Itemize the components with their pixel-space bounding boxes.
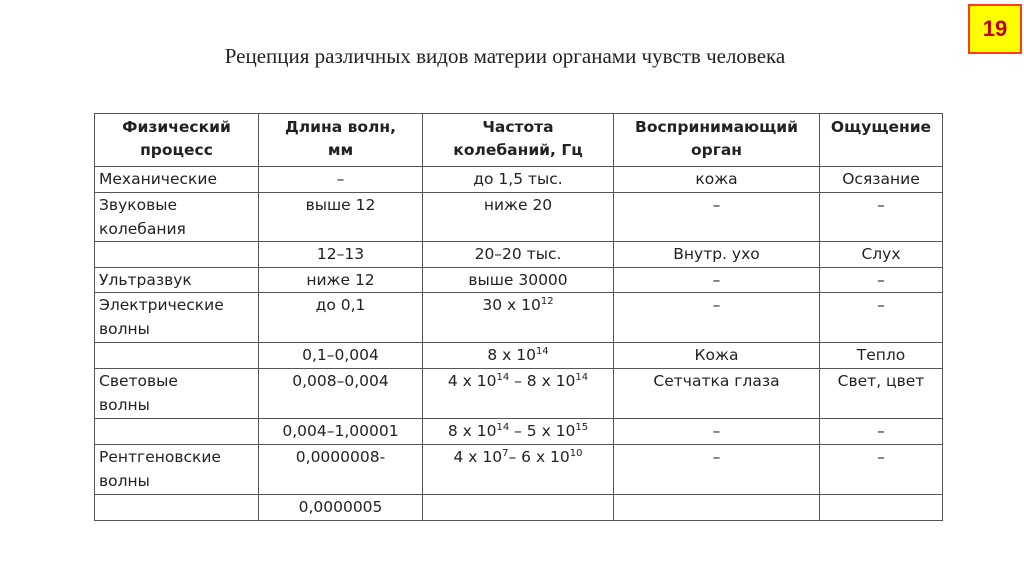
cell-process <box>95 495 259 521</box>
cell-frequency: до 1,5 тыс. <box>423 167 614 193</box>
cell-wavelength: 0,0000008- <box>259 445 423 495</box>
cell-frequency: 4 х $10^7-$ 6 х $10^{10}$ <box>423 445 614 495</box>
cell-sensation: – <box>820 445 943 495</box>
cell-wavelength: выше 12 <box>259 193 423 242</box>
table-row <box>95 369 943 419</box>
receptors-table <box>94 113 943 521</box>
cell-organ: – <box>614 193 820 242</box>
cell-frequency: 8 х $10^{14} - 5$ х $10^{15}$ <box>423 419 614 445</box>
cell-sensation <box>820 495 943 521</box>
cell-organ: Сетчатка глаза <box>614 369 820 419</box>
cell-wavelength: 0,0000005 <box>259 495 423 521</box>
cell-frequency: 20–20 тыс. <box>423 242 614 268</box>
cell-organ: – <box>614 445 820 495</box>
cell-wavelength: – <box>259 167 423 193</box>
table-row <box>95 445 943 495</box>
header-frequency: Частота колебаний, Гц <box>423 114 614 167</box>
cell-organ: – <box>614 293 820 343</box>
cell-process <box>95 242 259 268</box>
slide-title: Рецепция различных видов материи органами чувств человека <box>224 44 786 68</box>
cell-sensation: – <box>820 268 943 293</box>
cell-organ: кожа <box>614 167 820 193</box>
cell-sensation: – <box>820 293 943 343</box>
cell-process <box>95 419 259 445</box>
header-wavelength: Длина волн, мм <box>259 114 423 167</box>
cell-process <box>95 343 259 369</box>
header-process: Физический процесс <box>95 114 259 167</box>
header-row <box>95 114 943 167</box>
cell-sensation: Тепло <box>820 343 943 369</box>
table-row <box>95 193 943 242</box>
cell-process: Электрические волны <box>95 293 259 343</box>
cell-wavelength: до 0,1 <box>259 293 423 343</box>
cell-wavelength: 12–13 <box>259 242 423 268</box>
cell-organ: Внутр. ухо <box>614 242 820 268</box>
cell-organ: Кожа <box>614 343 820 369</box>
table-row <box>95 293 943 343</box>
cell-process: Механические <box>95 167 259 193</box>
cell-sensation: Слух <box>820 242 943 268</box>
cell-wavelength: 0,008–0,004 <box>259 369 423 419</box>
table-row <box>95 343 943 369</box>
cell-wavelength: 0,004–1,00001 <box>259 419 423 445</box>
cell-frequency: выше 30000 <box>423 268 614 293</box>
cell-process: Световые волны <box>95 369 259 419</box>
table-row <box>95 495 943 521</box>
table-row <box>95 268 943 293</box>
cell-frequency <box>423 495 614 521</box>
cell-process: Звуковые колебания <box>95 193 259 242</box>
table-row <box>95 167 943 193</box>
table-row <box>95 419 943 445</box>
cell-sensation: – <box>820 419 943 445</box>
cell-frequency: ниже 20 <box>423 193 614 242</box>
slide-number-badge: 19 <box>968 4 1022 54</box>
cell-sensation: – <box>820 193 943 242</box>
cell-process: Рентгеновские волны <box>95 445 259 495</box>
cell-frequency: 8 х $10^{14}$ <box>423 343 614 369</box>
cell-organ: – <box>614 268 820 293</box>
header-organ: Воспринимающий орган <box>614 114 820 167</box>
cell-wavelength: ниже 12 <box>259 268 423 293</box>
table-row <box>95 242 943 268</box>
cell-organ: – <box>614 419 820 445</box>
cell-sensation: Свет, цвет <box>820 369 943 419</box>
cell-sensation: Осязание <box>820 167 943 193</box>
cell-process: Ультразвук <box>95 268 259 293</box>
cell-frequency: 4 х $10^{14} - 8$ х $10^{14}$ <box>423 369 614 419</box>
cell-wavelength: 0,1–0,004 <box>259 343 423 369</box>
header-sensation: Ощущение <box>820 114 943 167</box>
cell-frequency: 30 х $10^{12}$ <box>423 293 614 343</box>
cell-organ <box>614 495 820 521</box>
